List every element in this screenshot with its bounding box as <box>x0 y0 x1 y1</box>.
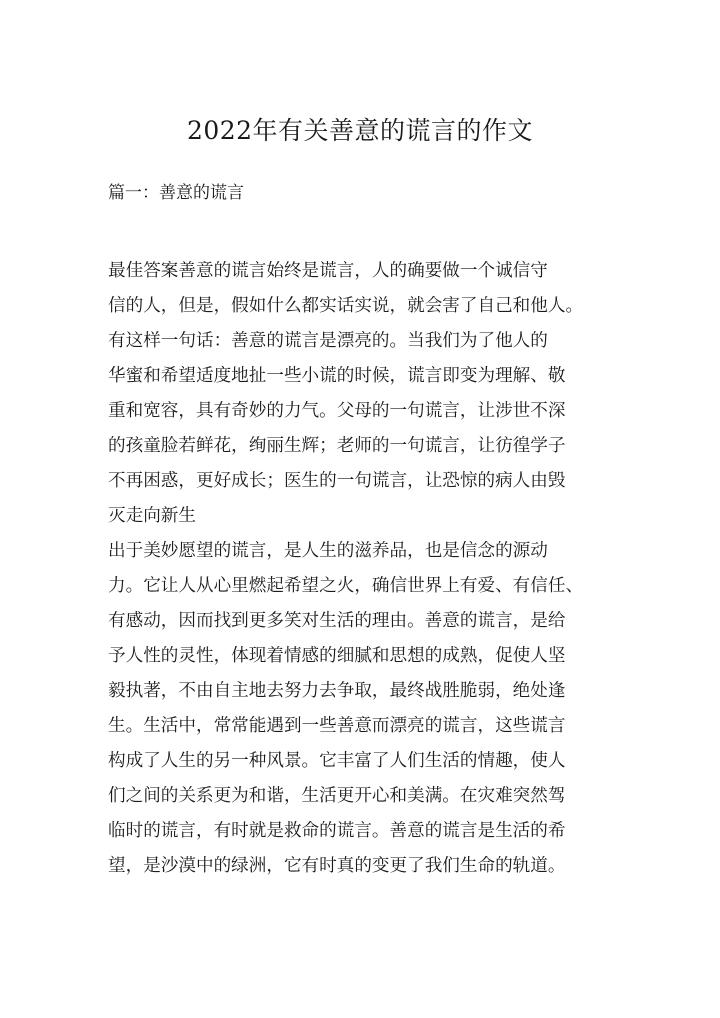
text-line: 予人性的灵性，体现着情感的细腻和思想的成熟，促使人坚 <box>108 646 566 666</box>
text-line: 最佳答案善意的谎言始终是谎言，人的确要做一个诚信守 <box>108 261 548 281</box>
text-line: 力。它让人从心里燃起希望之火，确信世界上有爱、有信任、 <box>108 576 584 596</box>
text-line: 信的人，但是，假如什么都实话实说，就会害了自己和他人。 <box>108 296 584 316</box>
text-line: 望，是沙漠中的绿洲，它有时真的变更了我们生命的轨道。 <box>108 856 566 876</box>
text-line: 灭走向新生 <box>108 506 196 526</box>
section-heading: 篇一：善意的谎言 <box>108 183 244 203</box>
text-line: 不再困惑，更好成长；医生的一句谎言，让恐惊的病人由毁 <box>108 471 566 491</box>
text-line: 出于美妙愿望的谎言，是人生的滋养品，也是信念的源动 <box>108 541 548 561</box>
text-line: 构成了人生的另一种风景。它丰富了人们生活的情趣，使人 <box>108 751 566 771</box>
text-line: 生。生活中，常常能遇到一些善意而漂亮的谎言，这些谎言 <box>108 716 566 736</box>
text-line: 临时的谎言，有时就是救命的谎言。善意的谎言是生活的希 <box>108 821 566 841</box>
text-line: 毅执著，不由自主地去努力去争取，最终战胜脆弱，绝处逢 <box>108 681 566 701</box>
text-line: 的孩童脸若鲜花，绚丽生辉；老师的一句谎言，让彷徨学子 <box>108 436 566 456</box>
text-line: 有感动，因而找到更多笑对生活的理由。善意的谎言，是给 <box>108 611 566 631</box>
body-text <box>108 254 618 884</box>
text-line: 重和宽容，具有奇妙的力气。父母的一句谎言，让涉世不深 <box>108 401 566 421</box>
document-title: 2022年有关善意的谎言的作文 <box>186 116 534 145</box>
text-line: 们之间的关系更为和谐，生活更开心和美满。在灾难突然驾 <box>108 786 566 806</box>
text-line: 有这样一句话：善意的谎言是漂亮的。当我们为了他人的 <box>108 331 548 351</box>
text-line: 华蜜和希望适度地扯一些小谎的时候，谎言即变为理解、敬 <box>108 366 566 386</box>
